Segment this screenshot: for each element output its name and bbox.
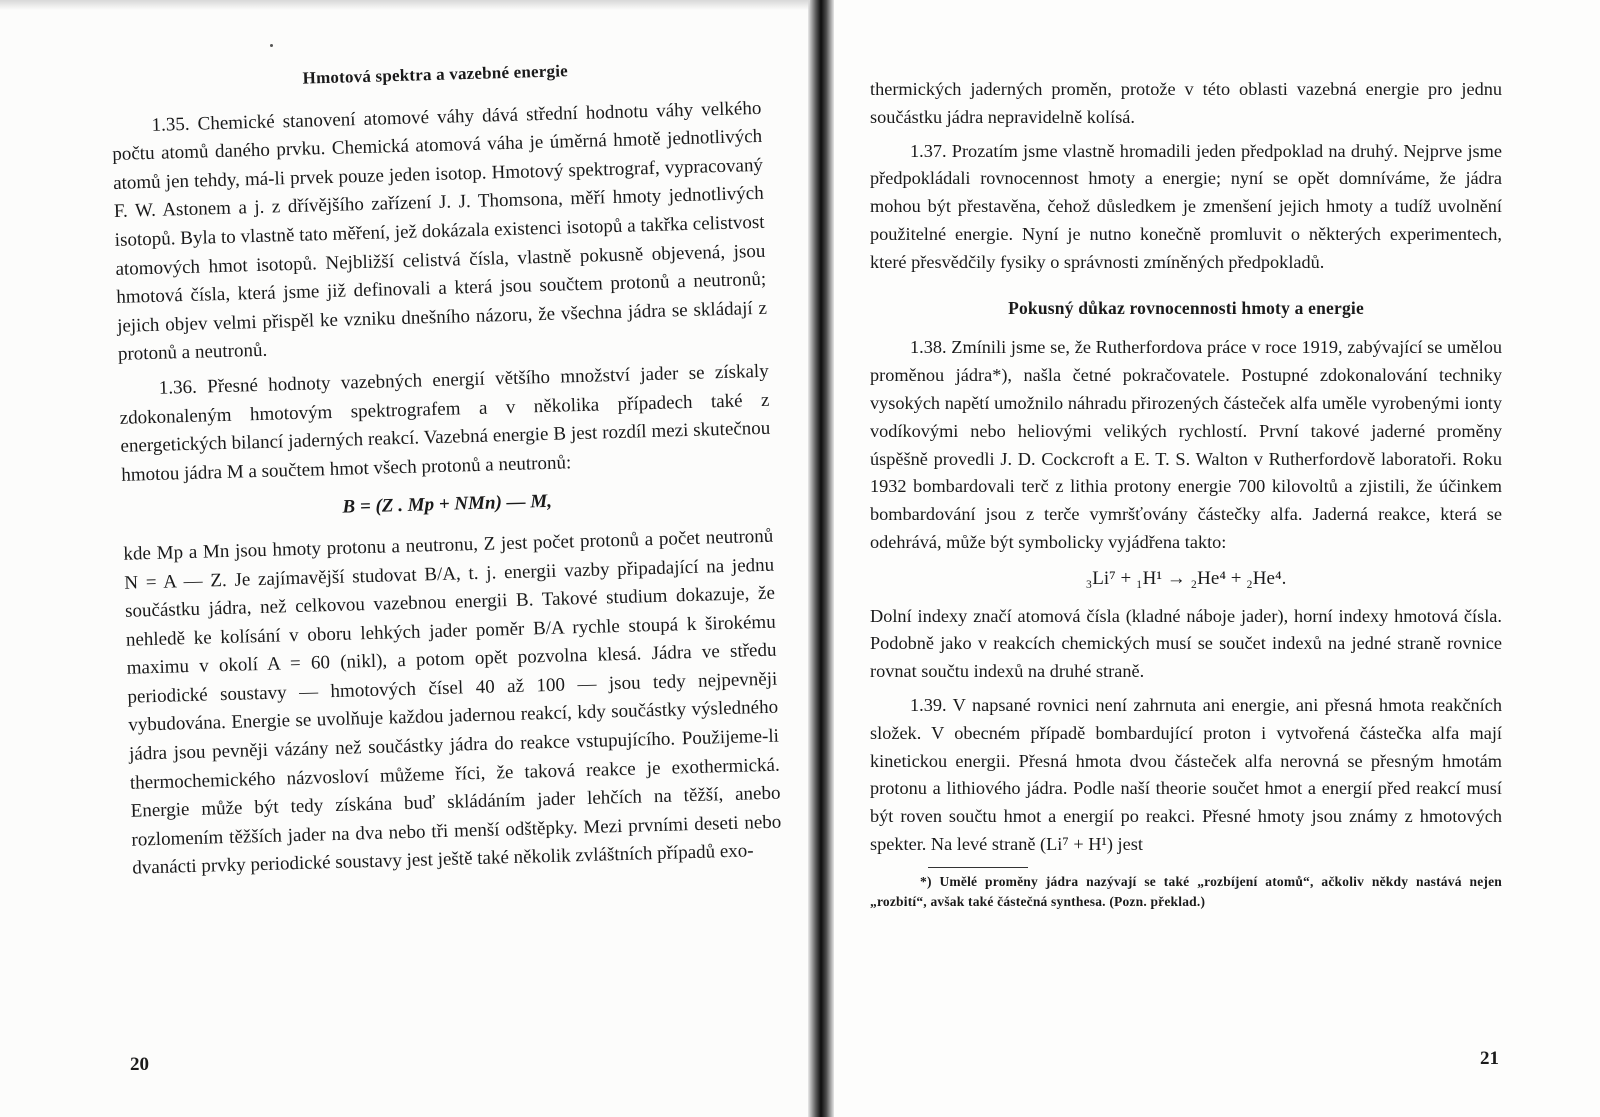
- paragraph-indices: Dolní indexy značí atomová čísla (kladné náboje jader), horní indexy hmotová čísla. Podobně jako v reakcích chemických musí se součet indexů na jedné straně rovnice rovnat součtu indexů na druhé straně.: [870, 605, 1502, 682]
- paragraph-1-39: 1.39. V napsané rovnici není zahrnuta ani energie, ani přesná hmota reakčních složek. V obecném případě bombardující proton i vytvořená částečka alfa mají kinetickou energii. Přesná hmota dvou částeček alfa nerovná se přesným hmotám protonu a lithiového jádra. Podle naší theorie součet hmot a energií před reakcí musí být roven součtu hmot a energií po reakci. Přesné hmoty jsou známy z hmotových spekter. Na levé straně (Li⁷ + H¹) jest: [870, 694, 1502, 854]
- paragraph-1-35: 1.35. Chemické stanovení atomové váhy dává střední hodnotu váhy velkého počtu atomů daného prvku. Chemická atomová váha je úměrná hmotě jednotlivých atomů jen tehdy, má-li prvek pouze jeden isotop. Hmotový spektrograf, vypracovaný F. W. Astonem a j. z dřívějšího zařízení J. J. Thomsona, měří hmoty jednotlivých isotopů. Byla to vlastně tato měření, jež dokázala existenci isotopů a takřka celistvost atomových hmot isotopů. Nejbližší celistvá čísla, vlastně pokusně objevená, jsou hmotová čísla, která jsme již definovali a která jsou součtem protonů a neutronů; jejich objev velmi přispěl ke vzniku dnešního názoru, že všechna jádra se skládají z protonů a neutronů.: [112, 97, 768, 366]
- page-number-right: 21: [1480, 1048, 1499, 1069]
- footnote: *) Umělé proměny jádra nazývají se také „rozbíjení atomů“, ačkoliv někdy nastává nejen „rozbití“, avšak také částečná synthesa. (Pozn. překlad.): [870, 873, 1502, 909]
- section-heading-mass-spectra: Hmotová spektra a vazebné energie: [302, 61, 569, 88]
- page-number-left: 20: [130, 1054, 149, 1075]
- paragraph-1-37: 1.37. Prozatím jsme vlastně hromadili jeden předpoklad na druhý. Nejprve jsme předpokládali rovnocennost hmoty a energie; nyní se opět domníváme, že jádra mohou být přestavěna, čehož důsledkem je zmenšení jejich hmoty a tudíž uvolnění použitelné energie. Nyní je nutno konečně promluvit o některých experimentech, které přesvědčily fysiky o správnosti zmíněných předpokladů.: [870, 140, 1502, 272]
- section-heading-mass-energy-proof: Pokusný důkaz rovnocennosti hmoty a energie: [1008, 297, 1364, 318]
- binding-energy-formula: B = (Z . Mp + NMn) — M,: [342, 491, 553, 518]
- paragraph-1-38: 1.38. Zmínili jsme se, že Rutherfordova práce v roce 1919, zabývající se umělou proměnou jádra*), našla četné pokračovatele. Postupné zdokonalování techniky vysokých napětí umožnilo náhradu přirozených částeček alfa uměle vyrobenými ionty vodíkovými nebo heliovými velikých rychlostí. První takové jaderné proměny úspěšně provedli J. D. Cockcroft a E. T. S. Walton v Rutherfordově laboratoři. Roku 1932 bombardovali terč z lithia protony energie 700 kilovoltů a zjistili, že účinkem bombardování jsou z terče vymršťovány částečky alfa. Jaderná reakce, která se odehrává, může být symbolicky vyjádřena takto:: [870, 337, 1502, 552]
- paragraph-1-36: 1.36. Přesné hodnoty vazebných energií většího množství jader se získaly zdokonaleným hmotovým spektrografem a v několika případech také z energetických bilancí jaderných reakcí. Vazebná energie B jest rozdíl mezi skutečnou hmotou jádra M a součtem hmot všech protonů a neutronů:: [119, 360, 771, 486]
- footnote-divider: [928, 867, 1028, 868]
- book-gutter: [808, 0, 834, 1117]
- right-page-text: [870, 76, 1502, 912]
- speck: [270, 44, 273, 47]
- nuclear-reaction-equation: ₃Li⁷ + ₁H¹ → ₂He⁴ + ₂He⁴.: [1085, 567, 1287, 589]
- left-page-text: [110, 52, 783, 890]
- page-edge-shadow: [0, 0, 810, 10]
- paragraph-after-formula: kde Mp a Mn jsou hmoty protonu a neutronu, Z jest počet protonů a počet neutronů N = A — Z. Je zajímavější studovat B/A, t. j. energii vazby připadající na jednu součástku jádra, než celkovou vazebnou energii B. Takové studium dokazuje, že nehledě ke kolísání v oboru lehkých jader poměr B/A rychle stoupá k širokému maximu v okolí A = 60 (nikl), a potom opět pozvolna klesá. Jádra ve středu periodické soustavy — hmotových čísel 40 až 100 — jsou tedy nejpevněji vybudována. Energie se uvolňuje každou jadernou reakcí, kdy součástky výsledného jádra jsou pevněji vázány než součástky jádra do reakce vstupujícího. Použijeme-li thermochemického názvosloví můžeme říci, že taková reakce je exothermická. Energie může být tedy získána buď skládáním jader lehčích na těžší, anebo rozlomením těžších jader na dva nebo tři menší odštěpky. Mezi prvními deseti nebo dvanácti prvky periodické soustavy jest ještě také několik zvláštních případů exo-: [123, 525, 782, 880]
- paragraph-continuation: thermických jaderných proměn, protože v této oblasti vazebná energie pro jednu součástku jádra nepravidelně kolísá.: [870, 79, 1502, 127]
